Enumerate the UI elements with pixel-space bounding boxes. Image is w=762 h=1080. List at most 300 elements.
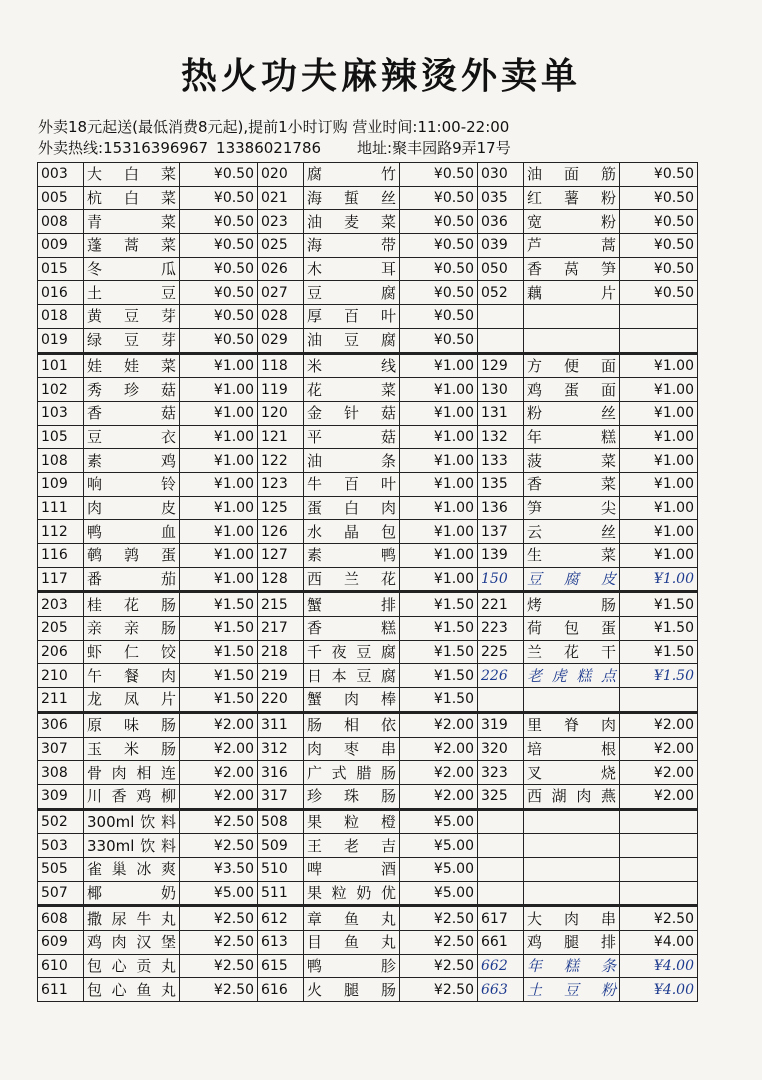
- item-code: 663: [478, 978, 524, 1002]
- item-price: ¥1.00: [620, 353, 698, 378]
- item-name: 玉米肠: [84, 737, 180, 761]
- item-code: 215: [258, 592, 304, 617]
- item-name: 培根: [524, 737, 620, 761]
- item-price: [620, 881, 698, 906]
- item-name: 蟹排: [304, 592, 400, 617]
- item-code: 027: [258, 281, 304, 305]
- item-price: ¥0.50: [620, 281, 698, 305]
- item-price: ¥1.00: [620, 472, 698, 496]
- item-name: 午餐肉: [84, 664, 180, 688]
- item-code: 029: [258, 328, 304, 353]
- item-name: 青菜: [84, 210, 180, 234]
- item-price: ¥1.50: [400, 664, 478, 688]
- item-price: ¥1.50: [620, 617, 698, 641]
- table-row: [38, 712, 698, 737]
- item-price: ¥2.50: [180, 954, 258, 978]
- item-code: [478, 834, 524, 858]
- item-price: ¥0.50: [400, 210, 478, 234]
- item-code: 111: [38, 496, 84, 520]
- item-code: 612: [258, 906, 304, 931]
- item-name: 雀巢冰爽: [84, 857, 180, 881]
- item-price: ¥5.00: [400, 881, 478, 906]
- item-price: ¥2.50: [620, 906, 698, 931]
- item-name: 蛋白肉: [304, 496, 400, 520]
- table-row: [38, 592, 698, 617]
- item-name: 油麦菜: [304, 210, 400, 234]
- item-code: 662: [478, 954, 524, 978]
- item-name: 千夜豆腐: [304, 640, 400, 664]
- item-code: 131: [478, 401, 524, 425]
- item-code: 018: [38, 305, 84, 329]
- item-price: ¥0.50: [180, 328, 258, 353]
- item-code: 203: [38, 592, 84, 617]
- item-price: ¥1.00: [620, 425, 698, 449]
- item-name: [524, 328, 620, 353]
- item-code: 316: [258, 761, 304, 785]
- menu-table: [37, 162, 698, 1002]
- item-price: ¥1.50: [180, 640, 258, 664]
- item-code: 307: [38, 737, 84, 761]
- item-name: 原味肠: [84, 712, 180, 737]
- item-price: ¥2.00: [400, 784, 478, 809]
- item-name: 香糕: [304, 617, 400, 641]
- item-price: ¥1.50: [180, 592, 258, 617]
- item-code: 008: [38, 210, 84, 234]
- item-price: ¥0.50: [400, 328, 478, 353]
- item-price: ¥1.00: [400, 472, 478, 496]
- item-name: 西兰花: [304, 567, 400, 592]
- item-code: 139: [478, 544, 524, 568]
- item-code: 205: [38, 617, 84, 641]
- item-name: 鹌鹑蛋: [84, 544, 180, 568]
- item-code: 026: [258, 257, 304, 281]
- item-code: [478, 305, 524, 329]
- item-name: 油条: [304, 449, 400, 473]
- item-code: 508: [258, 809, 304, 834]
- item-name: 虾仁饺: [84, 640, 180, 664]
- item-price: ¥0.50: [620, 163, 698, 187]
- item-code: 312: [258, 737, 304, 761]
- item-name: [524, 688, 620, 713]
- item-name: [524, 834, 620, 858]
- item-code: 505: [38, 857, 84, 881]
- item-name: 香菇: [84, 401, 180, 425]
- item-name: 芦蒿: [524, 234, 620, 258]
- item-name: 包心鱼丸: [84, 978, 180, 1002]
- item-name: 牛百叶: [304, 472, 400, 496]
- item-price: ¥3.50: [180, 857, 258, 881]
- table-row: [38, 737, 698, 761]
- item-name: 米线: [304, 353, 400, 378]
- table-row: [38, 328, 698, 353]
- item-name: 平菇: [304, 425, 400, 449]
- item-code: 132: [478, 425, 524, 449]
- item-code: 615: [258, 954, 304, 978]
- item-price: ¥2.50: [400, 906, 478, 931]
- table-row: [38, 761, 698, 785]
- item-price: ¥2.50: [400, 978, 478, 1002]
- item-name: 大肉串: [524, 906, 620, 931]
- table-row: [38, 353, 698, 378]
- item-price: ¥1.00: [620, 544, 698, 568]
- item-price: ¥5.00: [180, 881, 258, 906]
- item-code: 025: [258, 234, 304, 258]
- item-name: 桂花肠: [84, 592, 180, 617]
- item-code: 217: [258, 617, 304, 641]
- item-price: ¥1.50: [620, 640, 698, 664]
- item-name: 川香鸡柳: [84, 784, 180, 809]
- item-code: 610: [38, 954, 84, 978]
- item-code: 021: [258, 186, 304, 210]
- item-price: ¥2.50: [180, 931, 258, 955]
- table-row: [38, 954, 698, 978]
- item-code: 020: [258, 163, 304, 187]
- table-row: [38, 257, 698, 281]
- item-code: 511: [258, 881, 304, 906]
- table-row: [38, 544, 698, 568]
- item-code: 311: [258, 712, 304, 737]
- item-code: 323: [478, 761, 524, 785]
- item-code: 226: [478, 664, 524, 688]
- item-code: 218: [258, 640, 304, 664]
- item-price: [620, 834, 698, 858]
- table-row: [38, 664, 698, 688]
- item-code: 015: [38, 257, 84, 281]
- item-price: [620, 305, 698, 329]
- item-name: 骨肉相连: [84, 761, 180, 785]
- item-name: 肉皮: [84, 496, 180, 520]
- item-price: ¥2.50: [180, 834, 258, 858]
- item-price: ¥1.50: [180, 664, 258, 688]
- item-name: 广式腊肠: [304, 761, 400, 785]
- item-name: 素鸭: [304, 544, 400, 568]
- item-price: ¥1.00: [620, 496, 698, 520]
- item-name: 豆腐皮: [524, 567, 620, 592]
- item-price: ¥1.00: [180, 567, 258, 592]
- item-price: ¥0.50: [400, 257, 478, 281]
- item-code: 317: [258, 784, 304, 809]
- item-name: 黄豆芽: [84, 305, 180, 329]
- phone-number-1: 15316396967: [103, 139, 209, 157]
- item-name: 杭白菜: [84, 186, 180, 210]
- item-price: ¥5.00: [400, 834, 478, 858]
- item-name: 腐竹: [304, 163, 400, 187]
- item-code: 507: [38, 881, 84, 906]
- item-code: 036: [478, 210, 524, 234]
- item-name: 年糕: [524, 425, 620, 449]
- item-code: 005: [38, 186, 84, 210]
- item-name: 大白菜: [84, 163, 180, 187]
- item-price: ¥2.50: [180, 978, 258, 1002]
- table-row: [38, 496, 698, 520]
- table-row: [38, 931, 698, 955]
- item-price: ¥1.00: [400, 520, 478, 544]
- item-price: ¥0.50: [180, 234, 258, 258]
- item-name: 土豆: [84, 281, 180, 305]
- item-name: 老虎糕点: [524, 664, 620, 688]
- item-name: 花菜: [304, 378, 400, 402]
- item-code: 509: [258, 834, 304, 858]
- item-code: 609: [38, 931, 84, 955]
- item-name: [524, 305, 620, 329]
- item-name: 果粒奶优: [304, 881, 400, 906]
- item-name: 亲亲肠: [84, 617, 180, 641]
- table-row: [38, 857, 698, 881]
- table-row: [38, 378, 698, 402]
- item-code: 608: [38, 906, 84, 931]
- item-price: ¥1.00: [400, 401, 478, 425]
- item-name: 响铃: [84, 472, 180, 496]
- item-code: 009: [38, 234, 84, 258]
- item-name: 素鸡: [84, 449, 180, 473]
- item-name: 目鱼丸: [304, 931, 400, 955]
- item-price: ¥2.50: [400, 954, 478, 978]
- item-name: 金针菇: [304, 401, 400, 425]
- item-name: 水晶包: [304, 520, 400, 544]
- item-price: ¥2.00: [400, 712, 478, 737]
- item-price: ¥2.00: [620, 761, 698, 785]
- item-price: ¥0.50: [400, 163, 478, 187]
- item-code: 122: [258, 449, 304, 473]
- item-code: [478, 328, 524, 353]
- item-code: 105: [38, 425, 84, 449]
- item-price: ¥1.00: [620, 449, 698, 473]
- item-code: 109: [38, 472, 84, 496]
- item-code: 306: [38, 712, 84, 737]
- item-code: 616: [258, 978, 304, 1002]
- menu-title: 热火功夫麻辣烫外卖单: [180, 55, 581, 97]
- item-code: 116: [38, 544, 84, 568]
- item-price: ¥0.50: [180, 163, 258, 187]
- item-code: 219: [258, 664, 304, 688]
- item-price: [620, 688, 698, 713]
- table-row: [38, 881, 698, 906]
- item-name: 啤酒: [304, 857, 400, 881]
- item-price: ¥1.00: [400, 425, 478, 449]
- item-code: 108: [38, 449, 84, 473]
- item-price: ¥1.00: [400, 567, 478, 592]
- item-name: 红薯粉: [524, 186, 620, 210]
- item-price: ¥1.00: [400, 378, 478, 402]
- item-name: 里脊肉: [524, 712, 620, 737]
- item-price: [620, 857, 698, 881]
- item-code: 112: [38, 520, 84, 544]
- table-row: [38, 978, 698, 1002]
- item-price: ¥1.50: [400, 640, 478, 664]
- item-code: 039: [478, 234, 524, 258]
- item-name: 肉枣串: [304, 737, 400, 761]
- item-price: ¥1.00: [400, 496, 478, 520]
- item-name: 油豆腐: [304, 328, 400, 353]
- item-name: 珍珠肠: [304, 784, 400, 809]
- item-name: 油面筋: [524, 163, 620, 187]
- item-code: 211: [38, 688, 84, 713]
- item-price: ¥0.50: [620, 210, 698, 234]
- item-code: [478, 881, 524, 906]
- item-name: 鸡蛋面: [524, 378, 620, 402]
- item-name: 方便面: [524, 353, 620, 378]
- item-name: 果粒橙: [304, 809, 400, 834]
- item-code: 101: [38, 353, 84, 378]
- item-code: 320: [478, 737, 524, 761]
- table-row: [38, 449, 698, 473]
- item-price: ¥2.00: [620, 737, 698, 761]
- item-code: 129: [478, 353, 524, 378]
- item-price: ¥1.50: [180, 688, 258, 713]
- item-name: 藕片: [524, 281, 620, 305]
- item-code: 220: [258, 688, 304, 713]
- table-row: [38, 401, 698, 425]
- table-row: [38, 234, 698, 258]
- item-price: ¥0.50: [400, 234, 478, 258]
- item-price: ¥2.00: [180, 712, 258, 737]
- item-code: 150: [478, 567, 524, 592]
- item-name: 鸭血: [84, 520, 180, 544]
- item-price: ¥2.50: [400, 931, 478, 955]
- item-code: 127: [258, 544, 304, 568]
- address: 地址:聚丰园路9弄17号: [357, 139, 511, 157]
- item-price: ¥1.00: [180, 496, 258, 520]
- item-name: 蟹肉棒: [304, 688, 400, 713]
- item-price: ¥0.50: [180, 257, 258, 281]
- item-price: ¥2.00: [180, 737, 258, 761]
- item-code: 103: [38, 401, 84, 425]
- item-price: ¥1.00: [620, 520, 698, 544]
- item-name: 蓬蒿菜: [84, 234, 180, 258]
- hotline-label: 外卖热线:: [38, 139, 104, 157]
- item-price: ¥0.50: [400, 281, 478, 305]
- item-code: 661: [478, 931, 524, 955]
- table-row: [38, 281, 698, 305]
- item-name: 绿豆芽: [84, 328, 180, 353]
- table-row: [38, 640, 698, 664]
- item-code: [478, 809, 524, 834]
- item-name: 兰花干: [524, 640, 620, 664]
- item-code: 611: [38, 978, 84, 1002]
- item-name: 厚百叶: [304, 305, 400, 329]
- item-price: ¥0.50: [180, 210, 258, 234]
- item-code: 309: [38, 784, 84, 809]
- item-price: ¥1.00: [180, 425, 258, 449]
- item-code: 119: [258, 378, 304, 402]
- item-code: 016: [38, 281, 84, 305]
- item-price: ¥1.00: [400, 353, 478, 378]
- item-price: ¥2.00: [180, 784, 258, 809]
- item-code: 319: [478, 712, 524, 737]
- delivery-terms: 外卖18元起送(最低消费8元起),提前1小时订购 营业时间:11:00-22:00: [38, 118, 510, 136]
- item-name: 娃娃菜: [84, 353, 180, 378]
- table-row: [38, 186, 698, 210]
- item-price: ¥1.00: [180, 353, 258, 378]
- item-code: 308: [38, 761, 84, 785]
- item-price: ¥2.00: [180, 761, 258, 785]
- item-code: 137: [478, 520, 524, 544]
- item-price: ¥1.00: [620, 401, 698, 425]
- item-name: 木耳: [304, 257, 400, 281]
- item-price: ¥1.00: [400, 449, 478, 473]
- item-price: ¥0.50: [400, 186, 478, 210]
- phone-number-2: 13386021786: [216, 139, 322, 157]
- item-price: ¥1.00: [180, 520, 258, 544]
- item-name: 西湖肉燕: [524, 784, 620, 809]
- item-price: ¥0.50: [400, 305, 478, 329]
- item-name: 300ml饮料: [84, 809, 180, 834]
- item-code: 133: [478, 449, 524, 473]
- item-name: 年糕条: [524, 954, 620, 978]
- item-name: 荷包蛋: [524, 617, 620, 641]
- item-code: 120: [258, 401, 304, 425]
- item-price: ¥1.50: [620, 664, 698, 688]
- item-price: ¥1.50: [400, 688, 478, 713]
- item-code: 221: [478, 592, 524, 617]
- item-code: 050: [478, 257, 524, 281]
- item-name: [524, 881, 620, 906]
- item-price: ¥1.00: [180, 401, 258, 425]
- item-name: 330ml饮料: [84, 834, 180, 858]
- item-code: 102: [38, 378, 84, 402]
- item-code: 123: [258, 472, 304, 496]
- item-name: 粉丝: [524, 401, 620, 425]
- item-code: 613: [258, 931, 304, 955]
- item-price: ¥2.00: [620, 784, 698, 809]
- item-name: 海蜇丝: [304, 186, 400, 210]
- item-price: ¥1.00: [180, 472, 258, 496]
- table-row: [38, 784, 698, 809]
- table-row: [38, 617, 698, 641]
- item-code: 135: [478, 472, 524, 496]
- item-name: 宽粉: [524, 210, 620, 234]
- item-name: 生菜: [524, 544, 620, 568]
- item-name: 撒尿牛丸: [84, 906, 180, 931]
- item-price: ¥5.00: [400, 857, 478, 881]
- item-name: 冬瓜: [84, 257, 180, 281]
- item-name: 肠相依: [304, 712, 400, 737]
- item-name: 叉烧: [524, 761, 620, 785]
- item-code: 019: [38, 328, 84, 353]
- table-row: [38, 520, 698, 544]
- item-code: 130: [478, 378, 524, 402]
- item-name: 龙凤片: [84, 688, 180, 713]
- item-price: [620, 809, 698, 834]
- item-code: 125: [258, 496, 304, 520]
- item-price: ¥5.00: [400, 809, 478, 834]
- table-row: [38, 809, 698, 834]
- item-price: ¥1.00: [180, 449, 258, 473]
- table-row: [38, 210, 698, 234]
- item-name: 章鱼丸: [304, 906, 400, 931]
- item-code: 617: [478, 906, 524, 931]
- item-code: 028: [258, 305, 304, 329]
- item-name: 王老吉: [304, 834, 400, 858]
- item-price: ¥2.50: [180, 906, 258, 931]
- item-code: 223: [478, 617, 524, 641]
- table-row: [38, 425, 698, 449]
- item-code: 030: [478, 163, 524, 187]
- item-code: 210: [38, 664, 84, 688]
- item-code: 117: [38, 567, 84, 592]
- item-price: ¥4.00: [620, 931, 698, 955]
- table-row: [38, 688, 698, 713]
- item-code: 510: [258, 857, 304, 881]
- item-price: ¥2.00: [620, 712, 698, 737]
- item-code: 023: [258, 210, 304, 234]
- item-name: 火腿肠: [304, 978, 400, 1002]
- item-name: 鸡腿排: [524, 931, 620, 955]
- item-name: 笋尖: [524, 496, 620, 520]
- item-price: ¥2.00: [400, 737, 478, 761]
- item-name: 豆腐: [304, 281, 400, 305]
- item-price: ¥1.50: [620, 592, 698, 617]
